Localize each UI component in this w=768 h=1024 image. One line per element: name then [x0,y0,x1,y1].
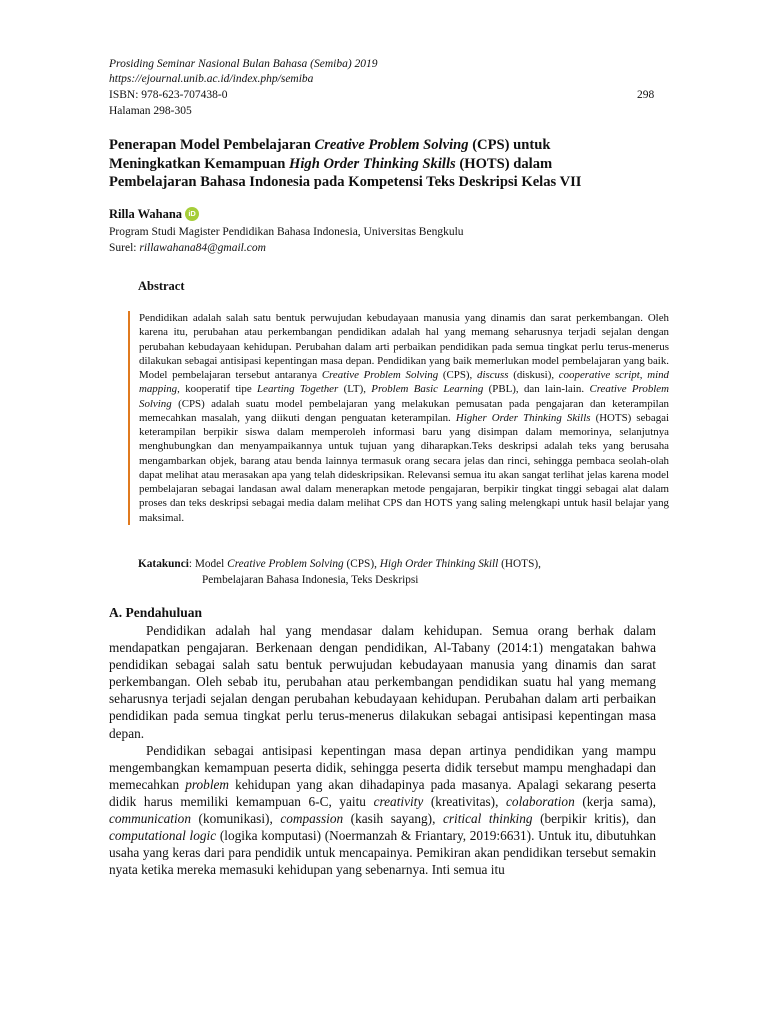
title-italic: High Order Thinking Skills [289,155,456,172]
title-text: (HOTS) dalam [455,155,553,172]
section-body [109,622,656,878]
page-number: 298 [637,89,655,101]
abstract-body: Pendidikan adalah salah satu bentuk perwujudan kebudayaan manusia yang dinamis dan sarat perkembangan. Oleh karena itu, perubahan atau perkembangan pendidikan adalah hal yang memang seharusnya terjadi sejalan dengan perubahan kebudayaan kehidupan. Perubahan dalam arti perbaikan pendidikan pada semua tingkat perlu terus-menerus dilakukan sebagai antisipasi kepentingan masa depan. Pendidikan yang baik memerlukan model pembelajaran yang baik. Model pembelajaran tersebut antaranya Creative Problem Solving (CPS), discuss (diskusi), cooperative script, mind mapping, kooperatif tipe Learting Together (LT), Problem Basic Learning (PBL), dan lain-lain. Creative Problem Solving (CPS) adalah suatu model pembelajaran yang melakukan pemusatan pada pengajaran dan keterampilan memecahkan masalah, yang diikuti dengan penguatan keterampilan. Higher Order Thinking Skills (HOTS) sebagai keterampilan berpikir siswa dalam memperoleh informasi baru yang disimpan dalam memorinya, selanjutnya menghubungkan dan menyampaikannya untuk tujuan yang diharapkan.Teks deskripsi adalah teks yang berusaha mengambarkan objek, barang atau benda lainnya termasuk orang secara jelas dan rinci, sehingga pembaca seolah-olah dapat melihat atau merasakan apa yang telah dideskripsikan. Relevansi semua itu akan sangat terlihat jelas karena model pembelajaran sebagai landasan awal dalam menerapkan metode pengajaran, berpikir tingkat tinggi sebagai alat dalam proses dan teks deskripsi sebagai media dalam melihat CPS dan HOTS yang saling melengkapi untuk hasil belajar yang maksimal. [139,312,670,524]
title-text: (CPS) untuk [468,137,551,153]
journal-name: Prosiding Seminar Nasional Bulan Bahasa (Semiba) 2019 [109,58,378,70]
keywords [138,557,658,588]
keywords-line-1: Katakunci: Model Creative Problem Solving (CPS), High Order Thinking Skill (HOTS), [138,558,541,570]
orcid-icon[interactable]: iD [185,207,199,221]
author-name-text: Rilla Wahana [109,207,183,221]
journal-url[interactable]: https://ejournal.unib.ac.id/index.php/semiba [109,73,314,85]
author-name [109,207,199,222]
paragraph-1: Pendidikan adalah hal yang mendasar dalam kehidupan. Semua orang berhak dalam mendapatkan pengajaran. Berkenaan dengan pendidikan, Al-Tabany (2014:1) mengatakan bahwa pendidikan sebagai salah satu bentuk perwujudan kebudayaan manusia yang dinamis dan sarat perkembangan. Oleh sebab itu, perubahan atau perkembangan pendidikan suatu hal yang memang seharusnya terjadi sejalan dengan perubahan kebudayaan kehidupan. Perubahan dalam arti perbaikan pendidikan pada semua tingkat perlu terus-menerus dilakukan sebagai antisipasi kepentingan masa depan. [109,623,656,741]
email-address[interactable]: rillawahana84@gmail.com [139,242,266,254]
title-line-2 [109,155,669,174]
title-italic: Creative Problem Solving [314,137,469,153]
abstract-box [128,311,669,525]
title-text: Penerapan Model Pembelajaran [109,137,315,153]
title-line-1 [109,136,669,155]
keywords-line-2: Pembelajaran Bahasa Indonesia, Teks Deskripsi [202,573,419,586]
title-line-3: Pembelajaran Bahasa Indonesia pada Kompetensi Teks Deskripsi Kelas VII [109,174,582,190]
affiliation: Program Studi Magister Pendidikan Bahasa Indonesia, Universitas Bengkulu [109,226,464,238]
paper-title [109,136,669,192]
email-label: Surel: [109,242,140,254]
section-heading: A. Pendahuluan [109,605,203,620]
keywords-label: Katakunci [138,558,189,570]
page-range: Halaman 298-305 [109,105,192,117]
abstract-heading: Abstract [138,279,185,293]
isbn: ISBN: 978-623-707438-0 [109,89,228,101]
title-text: Meningkatkan Kemampuan [109,155,290,172]
author-email [109,240,266,257]
paragraph-2: Pendidikan sebagai antisipasi kepentingan masa depan artinya pendidikan yang mampu mengembangkan kemampuan peserta didik, sehingga peserta didik tersebut mampu menghadapi dan memecahkan problem kehidupan yang akan dihadapinya pada masanya. Apalagi sekarang peserta didik harus memiliki kemampuan 6-C, yaitu creativity (kreativitas), colaboration (kerja sama), communication (komunikasi), compassion (kasih sayang), critical thinking (berpikir kritis), dan computational logic (logika komputasi) (Noermanzah & Friantary, 2019:6631). Untuk itu, dibutuhkan usaha yang keras dari para pendidik untuk mencapainya. Pemikiran akan pendidikan tersebut semakin nyata ketika mereka memasuki kehidupan yang sebenarnya. Inti semua itu [109,742,657,878]
